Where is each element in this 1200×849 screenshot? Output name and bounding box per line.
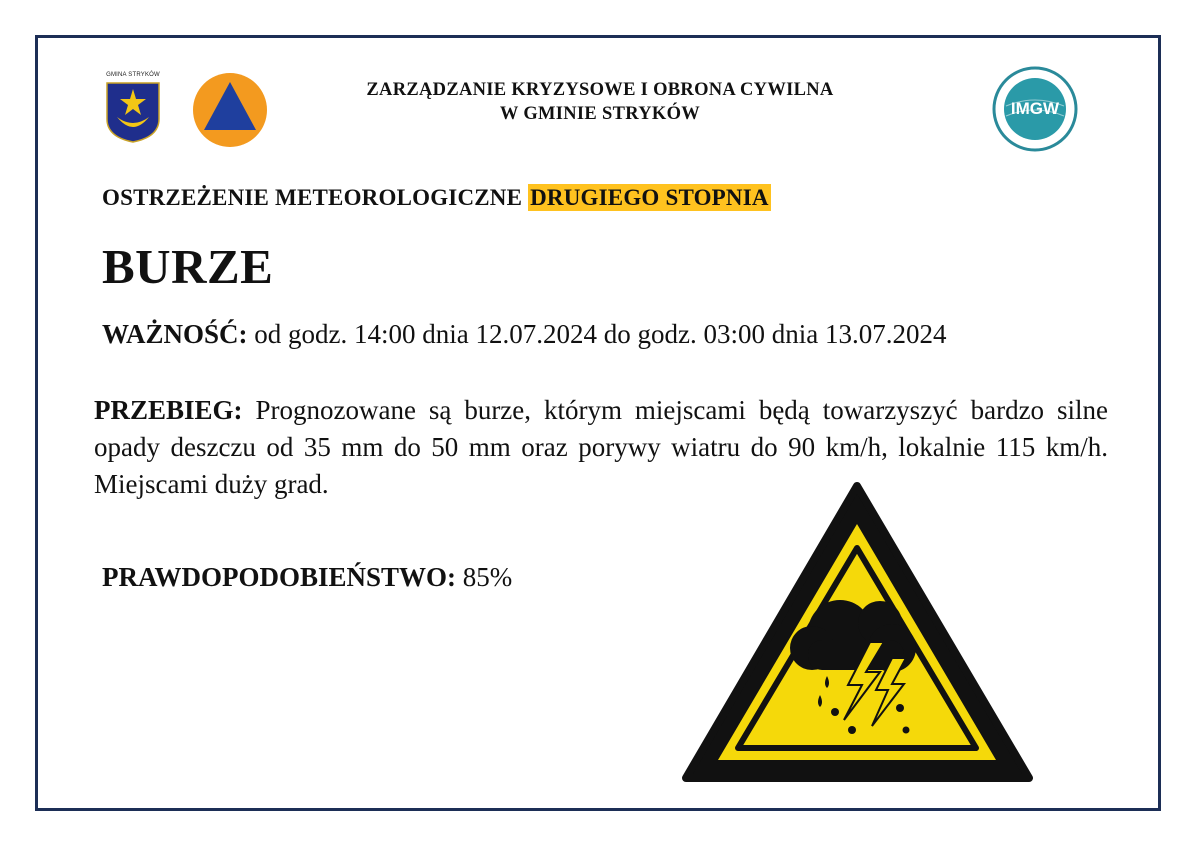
- thunderstorm-warning-sign: [680, 480, 1035, 790]
- gmina-strykow-logo: [102, 72, 164, 144]
- probability-line: [102, 562, 512, 593]
- course-text: Prognozowane są burze, którym miejscami będą towarzyszyć bardzo silne opady deszczu od 35 mm do 50 mm oraz porywy wiatru do 90 km/h, lokalnie 115 km/h. Miejscami duży grad.: [94, 395, 1108, 499]
- warning-prefix: OSTRZEŻENIE METEOROLOGICZNE: [102, 185, 523, 210]
- thunderstorm-warning-sign-icon: [680, 480, 1035, 785]
- header-line-2: W GMINIE STRYKÓW: [499, 104, 701, 124]
- probability-label: PRAWDOPODOBIEŃSTWO:: [102, 562, 457, 592]
- header-line-1: ZARZĄDZANIE KRYZYSOWE I OBRONA CYWILNA: [366, 80, 834, 100]
- imgw-logo-text: IMGW: [1010, 99, 1060, 118]
- gmina-strykow-coat-of-arms-icon: [105, 81, 161, 143]
- imgw-logo-icon: [992, 66, 1078, 152]
- civil-defense-icon: [192, 72, 268, 148]
- imgw-logo: [992, 66, 1078, 157]
- course-label: PRZEBIEG:: [94, 395, 243, 425]
- civil-defense-logo: [192, 72, 268, 153]
- warning-level-highlight: DRUGIEGO STOPNIA: [530, 185, 769, 210]
- probability-value: 85%: [462, 562, 513, 592]
- event-title: BURZE: [102, 239, 274, 294]
- validity-label: WAŻNOŚĆ:: [102, 319, 248, 349]
- warning-level-line: [102, 185, 771, 211]
- header-title: [300, 78, 900, 126]
- validity-text: od godz. 14:00 dnia 12.07.2024 do godz. 03:00 dnia 13.07.2024: [254, 319, 947, 349]
- validity-line: [102, 319, 946, 350]
- gmina-caption: GMINA STRYKÓW: [106, 72, 160, 78]
